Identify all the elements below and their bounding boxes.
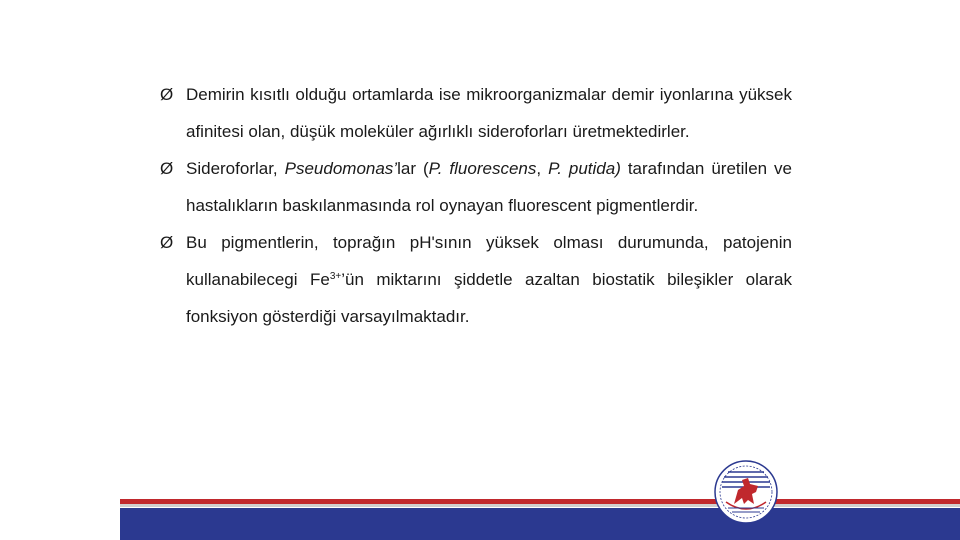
bullet-text: lar ( — [397, 159, 429, 178]
footer-gray-stripe — [120, 504, 960, 507]
arrow-bullet-icon: Ø — [160, 159, 174, 178]
bullet-text: ’ün miktarını şiddetle azaltan biostatik bileşikler olarak fonksiyon gösterdiği varsayılmaktadır. — [186, 270, 792, 326]
bullet-italic-text: P. putida) — [548, 159, 621, 178]
bullet-item — [160, 224, 792, 335]
superscript: 3+ — [329, 271, 342, 282]
bullet-text: Sideroforlar, — [186, 159, 285, 178]
footer-blue-bar — [120, 508, 960, 540]
university-seal-icon — [714, 460, 778, 524]
bullet-text: Demirin kısıtlı olduğu ortamlarda ise mikroorganizmalar demir iyonlarına yüksek afinitesi olan, düşük moleküler ağırlıklı sideroforları üretmektedirler. — [186, 85, 792, 141]
arrow-bullet-icon: Ø — [160, 233, 174, 252]
bullet-list — [160, 76, 792, 335]
bullet-item — [160, 76, 792, 150]
bullet-item — [160, 150, 792, 224]
bullet-text: tarafından üretilen ve hastalıkların baskılanmasında rol oynayan fluorescent pigmentlerdir. — [186, 159, 793, 215]
bullet-text: , — [536, 159, 549, 178]
bullet-italic-text: Pseudomonas’ — [284, 159, 398, 178]
bullet-italic-text: P. fluorescens — [428, 159, 537, 178]
bullet-text: Bu pigmentlerin, toprağın pH'sının yüksek olması durumunda, patojenin kullanabilecegi Fe — [186, 233, 792, 289]
arrow-bullet-icon: Ø — [160, 85, 174, 104]
